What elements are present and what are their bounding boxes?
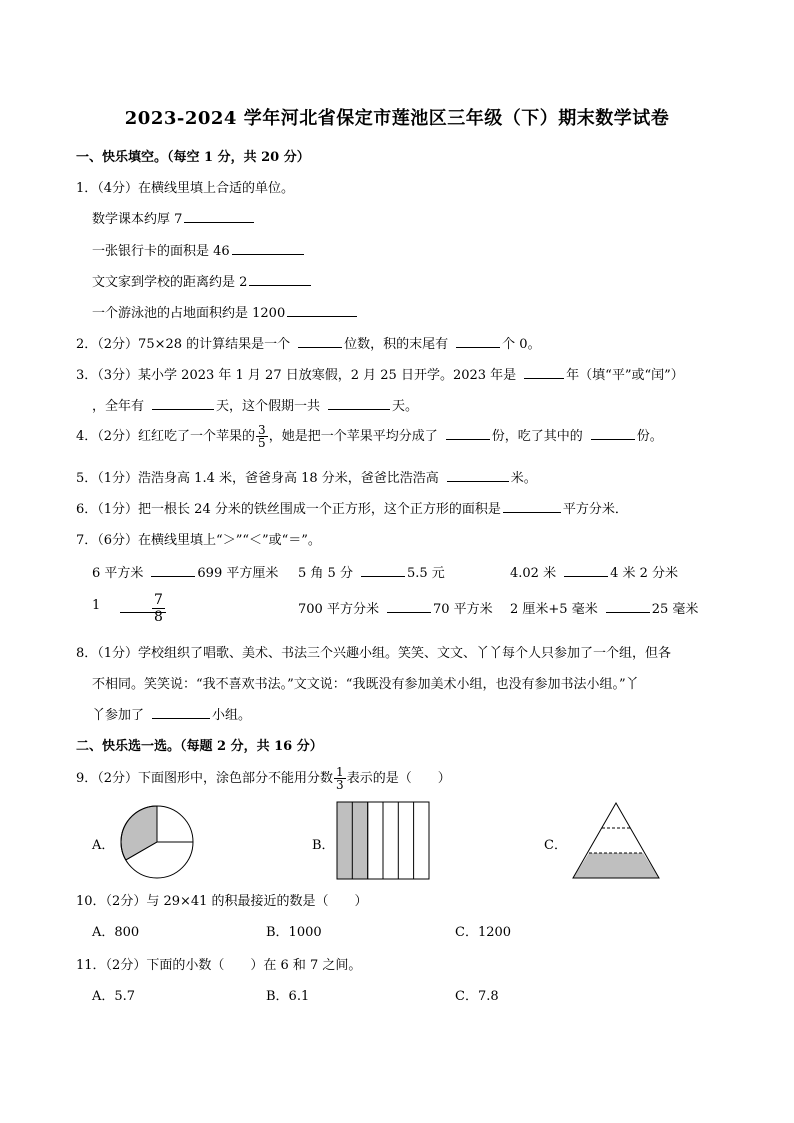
q11-stem: 11．（2分）下面的小数（ ）在 6 和 7 之间。 [76,958,362,973]
q10-option-a[interactable]: A．800 [92,925,140,940]
q9-option-b-figure [336,801,432,881]
q7-blank-2[interactable] [361,575,405,577]
q2-blank-2[interactable] [456,346,500,348]
q3-blank-2[interactable] [152,408,214,410]
q7-blank-5[interactable] [387,611,431,613]
q11-option-c[interactable]: C．7.8 [455,989,499,1004]
q10-option-b[interactable]: B．1000 [266,925,322,940]
q8-line-3: 丫参加了 小组。 [92,708,252,723]
q10-option-c[interactable]: C．1200 [455,925,512,940]
q7-stem: 7．（6分）在横线里填上“＞”“＜”或“＝”。 [76,533,321,548]
q9-stem: 9．（2分）下面图形中，涂色部分不能用分数 $\frac{1}{3}$ 表示的是（ ） [76,765,451,792]
q7-blank-3[interactable] [564,575,608,577]
q4: 4．（2分）红红吃了一个苹果的 $\frac{3}{5}$ ，她是把一个苹果平均分成了 份，吃了其中的 份。 [76,423,663,450]
q11-option-a[interactable]: A．5.7 [92,989,136,1004]
q1-item-a: 数学课本约厚 7 [92,208,256,227]
q9-option-b-label: B． [312,838,335,853]
q6: 6．（1分）把一根长 24 分米的铁丝围成一个正方形，这个正方形的面积是 平方分米． [76,502,628,517]
q7-r1-a: 6 平方米 699 平方厘米 [92,566,279,581]
q6-blank[interactable] [503,511,561,513]
q2-blank-1[interactable] [298,346,342,348]
q2: 2．（2分）75×28 的计算结果是一个 位数，积的末尾有 个 0。 [76,337,541,352]
q5-blank[interactable] [447,480,509,482]
q9-option-a-label: A． [92,838,115,853]
q7-r2-fraction: $\frac{7}{8}$ [154,592,163,625]
q8-line-2: 不相同。笑笑说：“我不喜欢书法。”文文说：“我既没有参加美术小组，也没有参加书法小组。”丫 [92,677,639,692]
q1-stem: 1．（4分）在横线里填上合适的单位。 [76,181,295,196]
q10-stem: 10．（2分）与 29×41 的积最接近的数是（ ） [76,894,368,909]
q9-fraction: $\frac{1}{3}$ [336,765,344,792]
q1-blank-d[interactable] [287,315,357,317]
q7-r2-c: 2 厘米+5 毫米 25 毫米 [510,602,699,617]
q7-blank-1[interactable] [151,575,195,577]
q9-option-c-label: C． [544,838,567,853]
q1-item-b: 一张银行卡的面积是 46 [92,240,306,259]
section-1-heading: 一、快乐填空。（每空 1 分，共 20 分） [76,150,310,165]
q4-fraction: $\frac{3}{5}$ [258,423,266,450]
q8-blank[interactable] [152,717,210,719]
q9-option-c-figure [570,801,662,881]
q7-blank-6[interactable] [606,611,650,613]
q5: 5．（1分）浩浩身高 1.4 米，爸爸身高 18 分米，爸爸比浩浩高 米。 [76,471,537,486]
q3-line-1: 3．（3分）某小学 2023 年 1 月 27 日放寒假，2 月 25 日开学。2023 年是 年（填“平”或“闰”） [76,368,684,383]
q4-blank-2[interactable] [591,438,635,440]
q1-blank-b[interactable] [232,253,304,255]
section-2-heading: 二、快乐选一选。（每题 2 分，共 16 分） [76,739,323,754]
q11-option-b[interactable]: B．6.1 [266,989,310,1004]
q4-blank-1[interactable] [446,438,490,440]
q3-blank-1[interactable] [524,377,564,379]
rectangle-shaded-strips [337,802,369,879]
q7-r1-b: 5 角 5 分 5.5 元 [298,566,445,581]
q1-blank-a[interactable] [184,221,254,223]
q3-line-2: ，全年有 天，这个假期一共 天。 [92,399,419,414]
q7-r2-b: 700 平方分米 70 平方米 [298,602,493,617]
q3-blank-3[interactable] [328,408,390,410]
triangle-shaded-band [573,853,659,878]
q9-option-a-figure [118,804,200,880]
q8-line-1: 8．（1分）学校组织了唱歌、美术、书法三个兴趣小组。笑笑、文文、丫丫每个人只参加了一个组，但各 [76,646,672,661]
q1-item-d: 一个游泳池的占地面积约是 1200 [92,302,359,321]
q1-item-c: 文文家到学校的距离约是 2 [92,271,313,290]
q7-r1-c: 4.02 米 4 米 2 分米 [510,566,679,581]
page-title: 2023-2024 学年河北省保定市莲池区三年级（下）期末数学试卷 [124,108,670,129]
q1-blank-c[interactable] [249,284,311,286]
q7-r2-a: 1 [92,598,101,613]
